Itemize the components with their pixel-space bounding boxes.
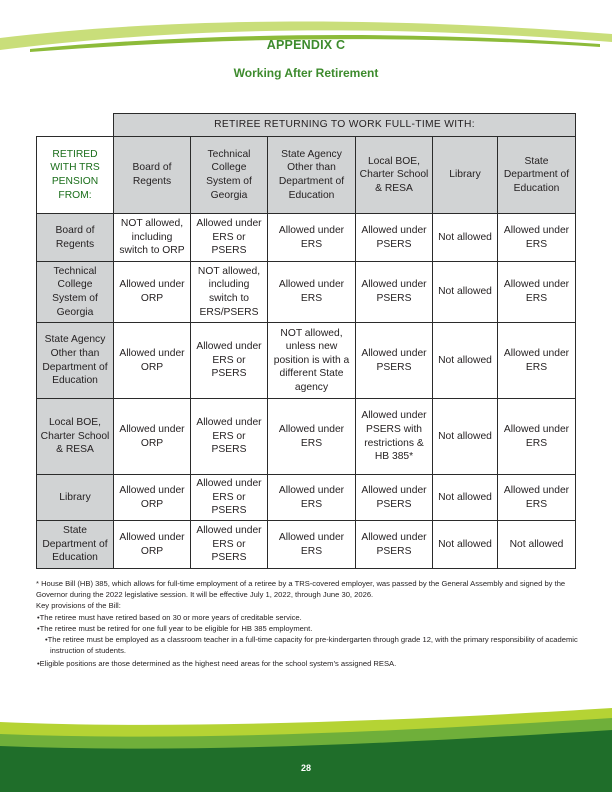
row-header: Library: [37, 475, 114, 521]
table-cell: Allowed under ERS: [268, 399, 356, 475]
provisions-list: [36, 612, 584, 670]
table-cell: Not allowed: [433, 262, 498, 323]
list-item: •Eligible positions are those determined as the highest need areas for the school system’s assigned RESA.: [37, 659, 397, 669]
footnote: [36, 578, 584, 670]
table-cell: Allowed under ERS or PSERS: [191, 399, 268, 475]
page-number: 28: [300, 763, 311, 773]
footnote-provisions-label: Key provisions of the Bill:: [36, 601, 121, 611]
table-cell: Allowed under ORP: [114, 475, 191, 521]
table-cell: Allowed under PSERS: [356, 323, 433, 399]
table-cell: Not allowed: [433, 323, 498, 399]
table-cell: NOT allowed, unless new position is with a different State agency: [268, 323, 356, 399]
row-header: State Department of Education: [37, 521, 114, 569]
table-cell: Allowed under ERS: [498, 214, 576, 262]
table-row: [37, 475, 576, 521]
table-cell: Allowed under ORP: [114, 521, 191, 569]
table-cell: Not allowed: [498, 521, 576, 569]
table-cell: Allowed under ERS: [498, 323, 576, 399]
table-cell: Allowed under ORP: [114, 262, 191, 323]
list-item: •The retiree must have retired based on 30 or more years of creditable service.: [37, 612, 302, 622]
table-cell: Allowed under ERS or PSERS: [191, 323, 268, 399]
table-cell: Allowed under ERS: [268, 262, 356, 323]
table-cell: Allowed under ORP: [114, 399, 191, 475]
table-cell: Allowed under ERS or PSERS: [191, 521, 268, 569]
table-blank-corner: [37, 114, 114, 137]
table-cell: Allowed under PSERS: [356, 214, 433, 262]
table-cell: Allowed under ORP: [114, 323, 191, 399]
table-banner: RETIREE RETURNING TO WORK FULL-TIME WITH:: [114, 114, 576, 137]
bottom-swoosh-decoration: [0, 700, 612, 792]
table-row: [37, 521, 576, 569]
column-header: Board of Regents: [114, 137, 191, 214]
table-row: [37, 323, 576, 399]
column-header: State Department of Education: [498, 137, 576, 214]
page-title: APPENDIX C: [266, 38, 346, 52]
table-cell: NOT allowed, including switch to ORP: [114, 214, 191, 262]
footnote-intro: * House Bill (HB) 385, which allows for full-time employment of a retiree by a TRS-covered employer, was passed by the General Assembly and signed by the Governor during the 2022 legislative session. It will be effective July 1, 2022, through June 30, 2026.: [36, 579, 566, 600]
retirement-work-table: [36, 113, 576, 569]
table-cell: Not allowed: [433, 521, 498, 569]
column-header: State Agency Other than Department of Education: [268, 137, 356, 214]
table-cell: Allowed under ERS or PSERS: [191, 475, 268, 521]
column-header: Technical College System of Georgia: [191, 137, 268, 214]
page-subtitle: Working After Retirement: [233, 66, 379, 80]
table-cell: Allowed under ERS: [268, 521, 356, 569]
table-cell: Allowed under PSERS: [356, 521, 433, 569]
table-cell: Not allowed: [433, 475, 498, 521]
table-row: [37, 214, 576, 262]
table-cell: Allowed under ERS: [268, 475, 356, 521]
row-header: Board of Regents: [37, 214, 114, 262]
table-cell: Allowed under PSERS: [356, 475, 433, 521]
column-header: Local BOE, Charter School & RESA: [356, 137, 433, 214]
table-cell: Not allowed: [433, 214, 498, 262]
row-header: State Agency Other than Department of Education: [37, 323, 114, 399]
table-cell: Allowed under ERS: [498, 475, 576, 521]
list-item: •The retiree must be retired for one full year to be eligible for HB 385 employment.: [37, 623, 313, 633]
table-corner-header: RETIRED WITH TRS PENSION FROM:: [37, 137, 114, 214]
table-cell: Allowed under ERS: [498, 262, 576, 323]
table-cell: Allowed under PSERS: [356, 262, 433, 323]
list-item: •The retiree must be employed as a classroom teacher in a full-time capacity for pre-kindergarten through grade 12, with the primary responsibility of academic instruction of students.: [45, 635, 578, 656]
table-cell: Allowed under ERS: [268, 214, 356, 262]
table-row: [37, 262, 576, 323]
column-header: Library: [433, 137, 498, 214]
table-cell: Allowed under PSERS with restrictions & HB 385*: [356, 399, 433, 475]
table-cell: Allowed under ERS: [498, 399, 576, 475]
table-cell: Allowed under ERS or PSERS: [191, 214, 268, 262]
row-header: Technical College System of Georgia: [37, 262, 114, 323]
table-cell: NOT allowed, including switch to ERS/PSERS: [191, 262, 268, 323]
top-swoosh-decoration: [0, 0, 612, 70]
table-cell: Not allowed: [433, 399, 498, 475]
table-row: [37, 399, 576, 475]
row-header: Local BOE, Charter School & RESA: [37, 399, 114, 475]
